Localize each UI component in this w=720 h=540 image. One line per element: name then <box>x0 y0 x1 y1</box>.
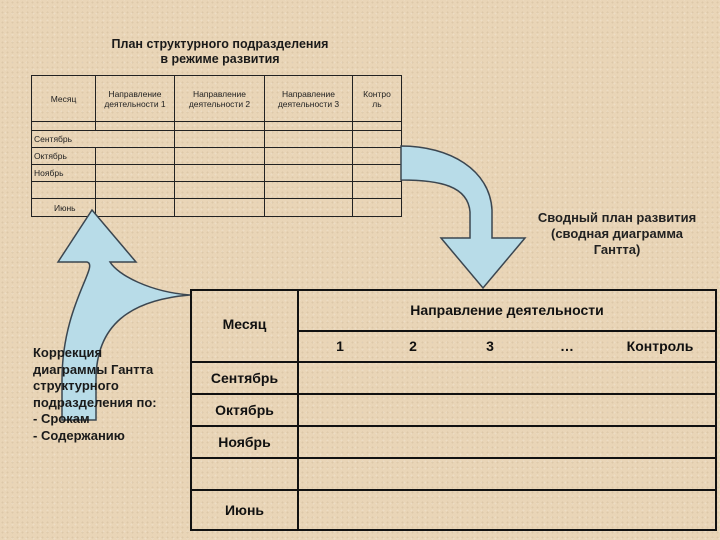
table-row-month: Октябрь <box>32 148 96 165</box>
month-row-label: Июнь <box>224 502 265 518</box>
direction-header-divider <box>297 330 717 332</box>
table-row-month: Ноябрь <box>32 165 96 182</box>
header-direction-2: Направление деятельности 2 <box>175 76 265 122</box>
table-border-bottom <box>190 529 717 531</box>
month-row-label: Октябрь <box>215 402 274 418</box>
column-header-3: 3 <box>486 338 494 354</box>
header-direction-3: Направление деятельности 3 <box>265 76 353 122</box>
summary-plan-text: Сводный план развития (сводная диаграмма Гантта) <box>537 210 697 257</box>
header-direction-1: Направление деятельности 1 <box>96 76 175 122</box>
table-border-top <box>190 289 717 291</box>
month-row-label: Ноябрь <box>218 434 271 450</box>
column-header-1: 1 <box>336 338 344 354</box>
header-month: Месяц <box>32 76 96 122</box>
month-row-label: Сентябрь <box>210 370 279 386</box>
plan-title-text: План структурного подразделения в режиме развития <box>111 37 329 66</box>
column-header-control: Контроль <box>626 338 694 354</box>
table-row-month: Июнь <box>32 199 96 217</box>
column-header-ellipsis: … <box>560 338 574 354</box>
month-header: Месяц <box>222 316 267 332</box>
correction-text: Коррекция диаграммы Гантта структурного подразделения по: - Срокам - Содержанию <box>33 345 157 443</box>
table-border-right <box>715 289 717 531</box>
month-row-label <box>192 459 297 489</box>
arrow-to-summary-plan <box>401 146 525 288</box>
month-column-divider <box>297 289 299 531</box>
header-control-text: Контроль <box>363 88 391 109</box>
direction-header: Направление деятельности <box>410 302 604 318</box>
column-header-2: 2 <box>409 338 417 354</box>
summary-gantt-table <box>190 289 717 531</box>
summary-plan-label <box>532 210 702 258</box>
table-row-month: Сентябрь <box>32 131 175 148</box>
